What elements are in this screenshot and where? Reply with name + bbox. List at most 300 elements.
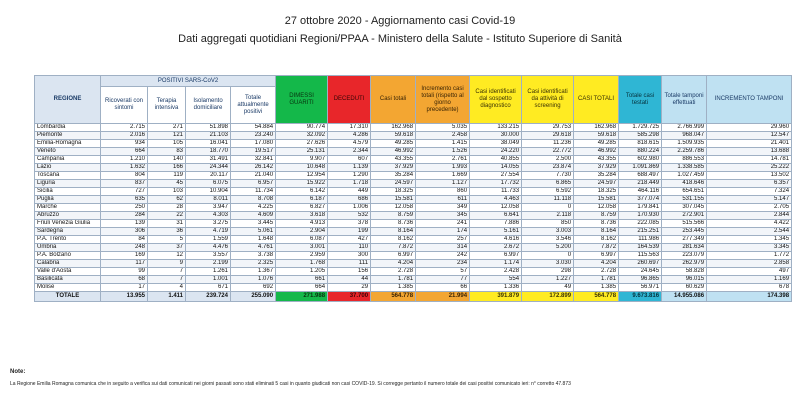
table-cell: 8.736	[371, 220, 416, 228]
table-cell: 179.841	[619, 204, 662, 212]
table-cell: 306	[101, 228, 148, 236]
table-cell: 59.618	[371, 132, 416, 140]
table-cell: 248	[101, 244, 148, 252]
totals-cell: 37.700	[328, 292, 371, 302]
table-cell: 5	[148, 236, 186, 244]
table-cell: 2.844	[707, 212, 792, 220]
table-cell: 12	[148, 252, 186, 260]
table-cell: 45	[148, 180, 186, 188]
table-cell: 8.736	[574, 220, 619, 228]
table-cell: 31.491	[186, 156, 231, 164]
table-cell: 837	[101, 180, 148, 188]
region-name: Puglia	[35, 196, 101, 204]
table-cell: 31	[148, 220, 186, 228]
table-cell: 17.732	[470, 180, 522, 188]
table-cell: 27.554	[470, 172, 522, 180]
region-name: Friuli Venezia Giulia	[35, 220, 101, 228]
table-cell: 7	[148, 268, 186, 276]
table-cell: 2.766.999	[662, 124, 707, 132]
region-name: Basilicata	[35, 276, 101, 284]
table-cell: 349	[416, 204, 470, 212]
table-cell: 11.734	[231, 188, 276, 196]
table-cell: 5.200	[522, 244, 574, 252]
table-cell: 28	[148, 204, 186, 212]
table-cell: 13.688	[707, 148, 792, 156]
table-cell: 36	[148, 228, 186, 236]
table-cell: 3.546	[522, 236, 574, 244]
totals-row	[35, 292, 792, 302]
table-cell: 32.092	[276, 132, 328, 140]
table-cell: 57	[416, 268, 470, 276]
table-cell: 46.992	[574, 148, 619, 156]
table-cell: 43.355	[371, 156, 416, 164]
table-cell: 15.922	[276, 180, 328, 188]
table-cell: 62	[148, 196, 186, 204]
header-ricoverati: Ricoverati con sintomi	[101, 87, 148, 124]
table-row	[35, 140, 792, 148]
table-cell: 11.236	[522, 140, 574, 148]
region-name: Marche	[35, 204, 101, 212]
region-name: P.A. Bolzano	[35, 252, 101, 260]
table-cell: 2.544	[707, 228, 792, 236]
table-cell: 0	[522, 204, 574, 212]
table-cell: 686	[328, 196, 371, 204]
table-cell: 1.768	[276, 260, 328, 268]
table-cell: 8.162	[371, 236, 416, 244]
table-cell: 1.210	[101, 156, 148, 164]
table-cell: 37	[148, 244, 186, 252]
table-cell: 6.187	[276, 196, 328, 204]
table-cell: 18.325	[574, 188, 619, 196]
table-row	[35, 260, 792, 268]
table-cell: 1.772	[707, 252, 792, 260]
table-cell: 3.557	[186, 252, 231, 260]
table-cell: 156	[328, 268, 371, 276]
table-cell: 300	[328, 252, 371, 260]
table-cell: 3.618	[276, 212, 328, 220]
totals-cell: 564.778	[371, 292, 416, 302]
table-cell: 2.259.786	[662, 148, 707, 156]
header-deceduti: DECEDUTI	[328, 76, 371, 124]
table-cell: 21.103	[186, 132, 231, 140]
table-cell: 23.240	[231, 132, 276, 140]
region-name: Campania	[35, 156, 101, 164]
table-row	[35, 252, 792, 260]
table-cell: 24.645	[619, 268, 662, 276]
region-name: Sicilia	[35, 188, 101, 196]
region-name: Lazio	[35, 164, 101, 172]
table-cell: 12.058	[371, 204, 416, 212]
table-cell: 5.035	[416, 124, 470, 132]
table-cell: 7.730	[522, 172, 574, 180]
table-cell: 2.016	[101, 132, 148, 140]
totals-cell: 9.673.816	[619, 292, 662, 302]
table-cell: 24.597	[574, 180, 619, 188]
header-regione: REGIONE	[35, 76, 101, 124]
region-name: Veneto	[35, 148, 101, 156]
table-cell: 2.325	[231, 260, 276, 268]
table-cell: 3.738	[231, 252, 276, 260]
table-cell: 24.220	[470, 148, 522, 156]
table-cell: 6.957	[231, 180, 276, 188]
table-cell: 4.204	[574, 260, 619, 268]
totals-cell: 271.988	[276, 292, 328, 302]
table-cell: 17.310	[328, 124, 371, 132]
table-cell: 3.345	[707, 244, 792, 252]
table-cell: 654.651	[662, 188, 707, 196]
table-cell: 804	[101, 172, 148, 180]
table-cell: 8.164	[371, 228, 416, 236]
table-cell: 35.284	[574, 172, 619, 180]
table-cell: 24.344	[186, 164, 231, 172]
table-cell: 16.041	[186, 140, 231, 148]
table-cell: 1.336	[470, 284, 522, 292]
note-label: Note:	[10, 369, 26, 375]
table-cell: 110	[328, 244, 371, 252]
table-cell: 611	[416, 196, 470, 204]
table-cell: 96.015	[662, 276, 707, 284]
table-cell: 449	[328, 188, 371, 196]
table-cell: 35.284	[371, 172, 416, 180]
table-row	[35, 236, 792, 244]
table-cell: 4.609	[231, 212, 276, 220]
table-cell: 199	[328, 228, 371, 236]
table-cell: 1.205	[276, 268, 328, 276]
table-cell: 8.759	[371, 212, 416, 220]
table-cell: 18.325	[371, 188, 416, 196]
table-cell: 1.290	[328, 172, 371, 180]
region-name: Umbria	[35, 244, 101, 252]
table-cell: 44	[328, 276, 371, 284]
table-cell: 54.884	[231, 124, 276, 132]
table-cell: 1.338.585	[662, 164, 707, 172]
table-cell: 2.672	[470, 244, 522, 252]
table-cell: 43.355	[574, 156, 619, 164]
table-cell: 260.697	[619, 260, 662, 268]
table-cell: 1.027.459	[662, 172, 707, 180]
table-cell: 1.385	[574, 284, 619, 292]
table-cell: 314	[416, 244, 470, 252]
totals-cell: 174.398	[707, 292, 792, 302]
table-cell: 24.597	[371, 180, 416, 188]
table-cell: 2.458	[416, 132, 470, 140]
table-cell: 58.828	[662, 268, 707, 276]
table-cell: 2.728	[371, 268, 416, 276]
table-cell: 12.058	[574, 204, 619, 212]
table-cell: 1.174	[470, 260, 522, 268]
table-cell: 688.497	[619, 172, 662, 180]
table-cell: 25.222	[707, 164, 792, 172]
table-cell: 6.997	[574, 252, 619, 260]
table-row	[35, 164, 792, 172]
page-subtitle: Dati aggregati quotidiani Regioni/PPAA - Ministero della Salute - Istituto Superiore di Sanità	[178, 33, 622, 45]
table-cell: 96.865	[619, 276, 662, 284]
table-row	[35, 220, 792, 228]
table-cell: 3.003	[522, 228, 574, 236]
table-cell: 133.215	[470, 124, 522, 132]
table-row	[35, 148, 792, 156]
table-cell: 21.040	[231, 172, 276, 180]
table-cell: 9	[148, 260, 186, 268]
table-cell: 29.618	[522, 132, 574, 140]
table-cell: 218.449	[619, 180, 662, 188]
table-cell: 49.285	[574, 140, 619, 148]
table-cell: 3.030	[522, 260, 574, 268]
table-cell: 4.463	[470, 196, 522, 204]
header-incremento-tamponi: INCREMENTO TAMPONI	[707, 76, 792, 124]
table-cell: 169	[101, 252, 148, 260]
table-cell: 1.006	[328, 204, 371, 212]
table-cell: 5.147	[707, 196, 792, 204]
totals-cell: 172.899	[522, 292, 574, 302]
data-table-container	[34, 75, 791, 302]
table-cell: 18.770	[186, 148, 231, 156]
table-cell: 223.079	[662, 252, 707, 260]
totals-cell: 13.955	[101, 292, 148, 302]
table-cell: 860	[416, 188, 470, 196]
table-cell: 515.566	[662, 220, 707, 228]
table-cell: 1.509.935	[662, 140, 707, 148]
totals-label: TOTALE	[35, 292, 101, 302]
table-cell: 2.904	[276, 228, 328, 236]
table-cell: 12.058	[470, 204, 522, 212]
header-casi-sospetto: Casi identificati dal sospetto diagnostico	[470, 76, 522, 124]
header-casi-totali-2: CASI TOTALI	[574, 76, 619, 124]
table-cell: 23.874	[522, 164, 574, 172]
totals-cell: 391.879	[470, 292, 522, 302]
table-cell: 49	[522, 284, 574, 292]
table-cell: 38.049	[470, 140, 522, 148]
totals-cell: 21.994	[416, 292, 470, 302]
table-cell: 678	[707, 284, 792, 292]
table-cell: 25.131	[276, 148, 328, 156]
table-cell: 281.634	[662, 244, 707, 252]
table-cell: 6.357	[707, 180, 792, 188]
table-row	[35, 172, 792, 180]
page-title: 27 ottobre 2020 - Aggiornamento casi Covid-19	[284, 15, 516, 27]
table-cell: 257	[416, 236, 470, 244]
region-name: Valle d'Aosta	[35, 268, 101, 276]
table-cell: 83	[148, 148, 186, 156]
table-cell: 1.559	[186, 236, 231, 244]
table-cell: 162.968	[574, 124, 619, 132]
table-cell: 12.954	[276, 172, 328, 180]
table-cell: 77	[416, 276, 470, 284]
table-cell: 6.641	[470, 212, 522, 220]
table-cell: 298	[522, 268, 574, 276]
note-text: La Regione Emilia Romagna comunica che in seguito a verifica sui dati comunicati nei giorni passati sono stati eliminati 5 casi in quanto giudicati non casi COVID-19. Si corregge pertanto il numero totale dei casi positivi comunicato ieri: n° corretto 47.873	[10, 381, 571, 387]
table-row	[35, 132, 792, 140]
totals-cell: 1.411	[148, 292, 186, 302]
table-row	[35, 284, 792, 292]
region-name: Calabria	[35, 260, 101, 268]
table-cell: 1.415	[416, 140, 470, 148]
table-cell: 664	[276, 284, 328, 292]
table-cell: 377.074	[619, 196, 662, 204]
table-cell: 4.579	[328, 140, 371, 148]
header-casi-totali: Casi totali	[371, 76, 416, 124]
table-cell: 174	[416, 228, 470, 236]
table-cell: 661	[276, 276, 328, 284]
table-cell: 84	[101, 236, 148, 244]
table-cell: 1.526	[416, 148, 470, 156]
table-cell: 90.774	[276, 124, 328, 132]
region-name: Toscana	[35, 172, 101, 180]
table-cell: 4.616	[470, 236, 522, 244]
table-cell: 6.592	[522, 188, 574, 196]
table-cell: 241	[416, 220, 470, 228]
table-cell: 531.155	[662, 196, 707, 204]
table-cell: 2.705	[707, 204, 792, 212]
table-cell: 4.913	[276, 220, 328, 228]
table-cell: 11.118	[522, 196, 574, 204]
header-totale-casi-testati: Totale casi testati	[619, 76, 662, 124]
table-cell: 30.000	[470, 132, 522, 140]
table-cell: 4	[148, 284, 186, 292]
table-cell: 602.980	[619, 156, 662, 164]
table-cell: 1.385	[371, 284, 416, 292]
table-cell: 19.517	[231, 148, 276, 156]
table-cell: 2.500	[522, 156, 574, 164]
table-cell: 37.929	[574, 164, 619, 172]
table-cell: 15.581	[371, 196, 416, 204]
table-cell: 8.759	[574, 212, 619, 220]
table-cell: 4.719	[186, 228, 231, 236]
table-cell: 1.001	[186, 276, 231, 284]
table-cell: 46.992	[371, 148, 416, 156]
region-name: Sardegna	[35, 228, 101, 236]
totals-cell: 255.090	[231, 292, 276, 302]
table-cell: 1.781	[371, 276, 416, 284]
table-cell: 3.947	[186, 204, 231, 212]
table-cell: 2.428	[470, 268, 522, 276]
table-cell: 1.261	[186, 268, 231, 276]
region-name: Liguria	[35, 180, 101, 188]
table-row	[35, 244, 792, 252]
table-cell: 59.618	[574, 132, 619, 140]
table-cell: 29.753	[522, 124, 574, 132]
table-cell: 8.164	[574, 228, 619, 236]
table-cell: 2.728	[574, 268, 619, 276]
table-cell: 8.162	[574, 236, 619, 244]
table-cell: 2.199	[186, 260, 231, 268]
table-cell: 66	[416, 284, 470, 292]
table-cell: 3.275	[186, 220, 231, 228]
header-casi-screening: Casi identificati da attività di screening	[522, 76, 574, 124]
table-cell: 2.715	[101, 124, 148, 132]
table-cell: 1.781	[574, 276, 619, 284]
table-cell: 2.118	[522, 212, 574, 220]
table-cell: 17	[101, 284, 148, 292]
table-cell: 262.979	[662, 260, 707, 268]
table-row	[35, 156, 792, 164]
table-row	[35, 124, 792, 132]
table-cell: 105	[148, 140, 186, 148]
table-cell: 2.344	[328, 148, 371, 156]
table-cell: 532	[328, 212, 371, 220]
totals-cell: 239.724	[186, 292, 231, 302]
table-cell: 215.251	[619, 228, 662, 236]
table-cell: 418.646	[662, 180, 707, 188]
header-totale-tamponi: Totale tamponi effettuati	[662, 76, 707, 124]
table-cell: 250	[101, 204, 148, 212]
header-incremento-casi: Incremento casi totali (rispetto al giorno precedente)	[416, 76, 470, 124]
table-cell: 37.929	[371, 164, 416, 172]
table-cell: 554	[470, 276, 522, 284]
table-cell: 1.669	[416, 172, 470, 180]
table-cell: 8.708	[231, 196, 276, 204]
table-cell: 4.422	[707, 220, 792, 228]
table-cell: 13.502	[707, 172, 792, 180]
table-cell: 164.539	[619, 244, 662, 252]
table-cell: 271	[148, 124, 186, 132]
table-cell: 1.076	[231, 276, 276, 284]
table-cell: 6.087	[276, 236, 328, 244]
table-cell: 139	[101, 220, 148, 228]
table-cell: 4.761	[231, 244, 276, 252]
region-name: P.A. Trento	[35, 236, 101, 244]
region-name: Lombardia	[35, 124, 101, 132]
table-cell: 4.476	[186, 244, 231, 252]
region-name: Abruzzo	[35, 212, 101, 220]
table-cell: 11.733	[470, 188, 522, 196]
table-cell: 1.718	[328, 180, 371, 188]
table-cell: 7	[148, 276, 186, 284]
table-cell: 886.553	[662, 156, 707, 164]
header-terapia-intensiva: Terapia intensiva	[148, 87, 186, 124]
table-cell: 12.547	[707, 132, 792, 140]
table-row	[35, 276, 792, 284]
table-cell: 40.855	[470, 156, 522, 164]
totals-cell: 14.955.086	[662, 292, 707, 302]
table-cell: 7.886	[470, 220, 522, 228]
table-cell: 60.629	[662, 284, 707, 292]
table-row	[35, 268, 792, 276]
table-row	[35, 204, 792, 212]
table-cell: 1.139	[328, 164, 371, 172]
table-cell: 7.324	[707, 188, 792, 196]
table-cell: 6.142	[276, 188, 328, 196]
table-cell: 1.127	[416, 180, 470, 188]
table-cell: 222.085	[619, 220, 662, 228]
table-cell: 1.993	[416, 164, 470, 172]
table-cell: 162.968	[371, 124, 416, 132]
table-cell: 20.117	[186, 172, 231, 180]
table-cell: 6.997	[470, 252, 522, 260]
table-cell: 29	[328, 284, 371, 292]
table-cell: 2.761	[416, 156, 470, 164]
table-cell: 242	[416, 252, 470, 260]
table-cell: 3.001	[276, 244, 328, 252]
table-cell: 5.061	[231, 228, 276, 236]
table-cell: 2.959	[276, 252, 328, 260]
table-cell: 115.563	[619, 252, 662, 260]
table-cell: 99	[101, 268, 148, 276]
table-cell: 284	[101, 212, 148, 220]
table-cell: 14.055	[470, 164, 522, 172]
table-cell: 4.225	[231, 204, 276, 212]
table-cell: 3.445	[231, 220, 276, 228]
table-cell: 1.367	[231, 268, 276, 276]
table-cell: 607	[328, 156, 371, 164]
table-cell: 4.286	[328, 132, 371, 140]
table-cell: 111	[328, 260, 371, 268]
table-cell: 427	[328, 236, 371, 244]
table-cell: 140	[148, 156, 186, 164]
table-cell: 585.298	[619, 132, 662, 140]
table-cell: 111.986	[619, 236, 662, 244]
header-attualmente-positivi: Totale attualmente positivi	[231, 87, 276, 124]
